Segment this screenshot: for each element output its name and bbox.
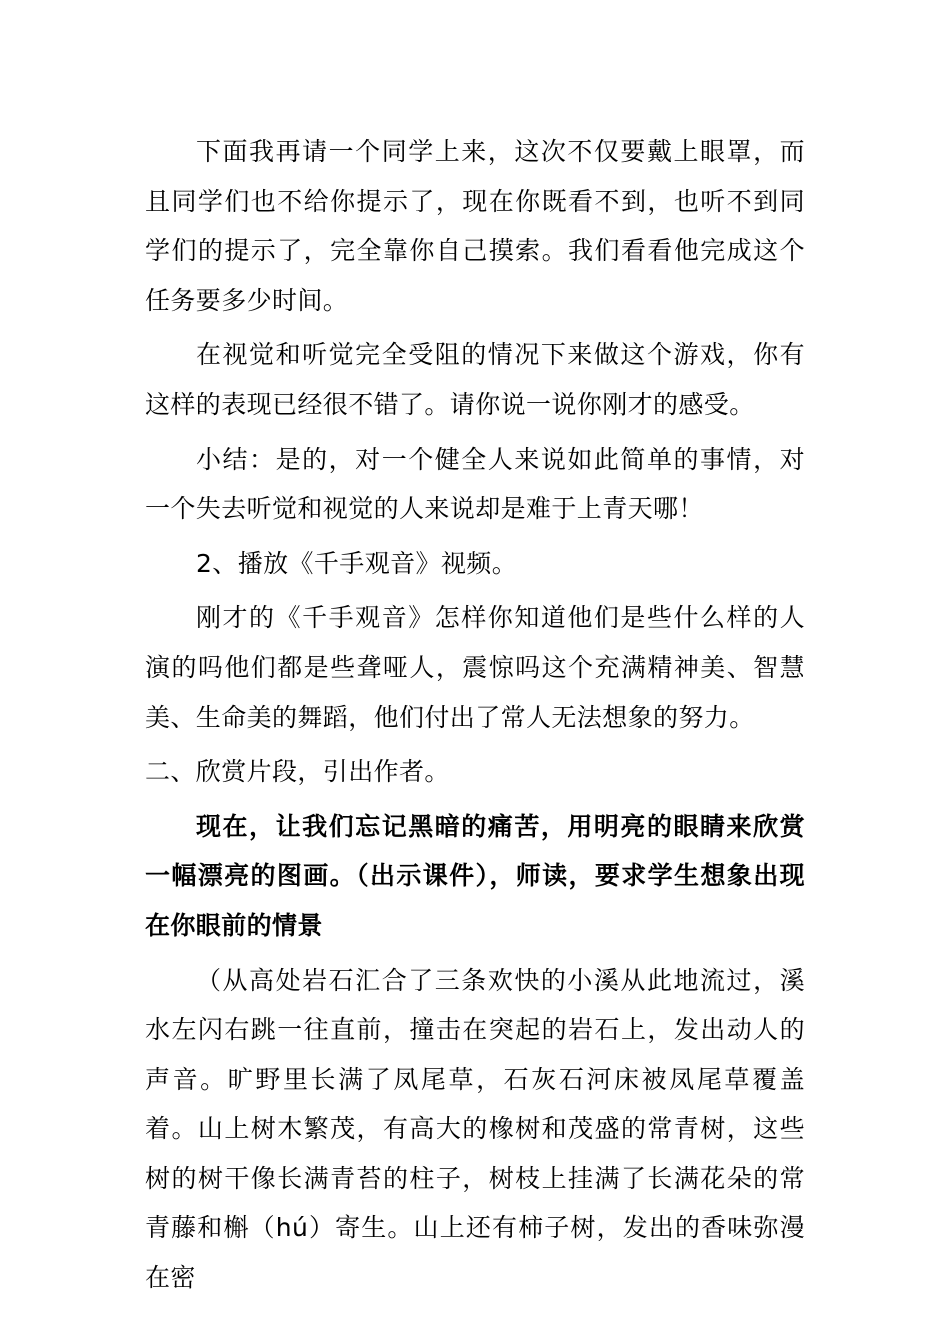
- paragraph-video-discussion: 刚才的《千手观音》怎样你知道他们是些什么样的人演的吗他们都是些聋哑人，震惊吗这个充满精神美、智慧美、生命美的舞蹈，他们付出了常人无法想象的努力。: [145, 603, 805, 732]
- paragraph-scenery-description: （从高处岩石汇合了三条欢快的小溪从此地流过，溪水左闪右跳一往直前，撞击在突起的岩石上，发出动人的声音。旷野里长满了凤尾草，石灰石河床被凤尾草覆盖着。山上树木繁茂，有高大的橡树和茂盛的常青树，这些树的树干像长满青苔的柱子，树枝上挂满了长满花朵的常青藤和槲（hú）寄生。山上还有柿子树，发出的香味弥漫在密: [145, 965, 805, 1293]
- document-page: [145, 127, 805, 1308]
- paragraph-summary: 小结：是的，对一个健全人来说如此简单的事情，对一个失去听觉和视觉的人来说却是难于上青天哪！: [145, 444, 805, 524]
- section-heading-two: 二、欣赏片段，引出作者。: [145, 757, 450, 787]
- paragraph-play-video: 2、播放《千手观音》视频。: [196, 548, 518, 578]
- paragraph-appreciate-picture: 现在，让我们忘记黑暗的痛苦，用明亮的眼睛来欣赏一幅漂亮的图画。（出示课件），师读，要求学生想象出现在你眼前的情景: [145, 811, 805, 940]
- paragraph-request-student: 下面我再请一个同学上来，这次不仅要戴上眼罩，而且同学们也不给你提示了，现在你既看不到，也听不到同学们的提示了，完全靠你自己摸索。我们看看他完成这个任务要多少时间。: [145, 137, 805, 315]
- paragraph-performance-feedback: 在视觉和听觉完全受阻的情况下来做这个游戏，你有这样的表现已经很不错了。请你说一说你刚才的感受。: [145, 340, 805, 419]
